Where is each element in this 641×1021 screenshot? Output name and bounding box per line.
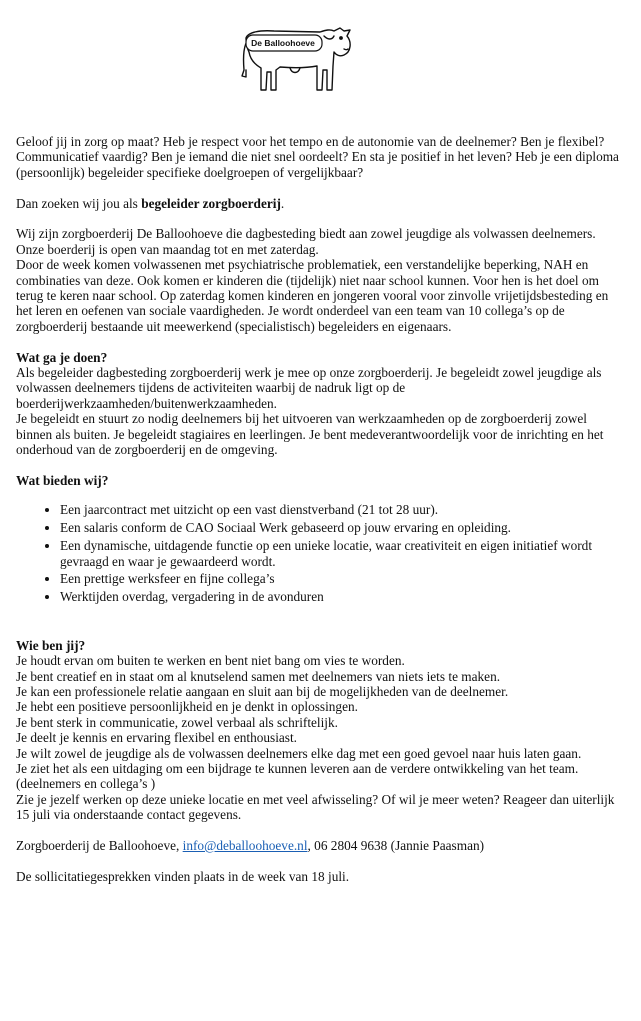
profile-line: Je houdt ervan om buiten te werken en bent niet bang om vies te worden. [16, 653, 405, 669]
email-link[interactable]: info@deballoohoeve.nl [182, 837, 308, 853]
search-suffix: . [280, 195, 285, 211]
about-paragraph-1: Wij zijn zorgboerderij De Balloohoeve die dagbesteding biedt aan zowel jeugdige als volwassen deelnemers. Onze boerderij is open van maandag tot en met zaterdag. [16, 226, 596, 257]
profile-line: Je deelt je kennis en ervaring flexibel en enthousiast. [16, 730, 297, 746]
tasks-paragraph-1: Als begeleider dagbesteding zorgboerderij werk je mee op onze zorgboerderij. Je begeleidt zowel jeugdige als volwassen deelnemers tijdens de activiteiten waarbij de nadruk ligt op de boerderijwerkzaamheden/buitenwerkzaamheden. [16, 365, 602, 411]
cow-icon [240, 22, 360, 98]
profile-heading: Wie ben jij? [16, 637, 86, 653]
profile-line: Je hebt een positieve persoonlijkheid en je denkt in oplossingen. [16, 699, 358, 715]
list-item: • Een salaris conform de CAO Sociaal Werk gebaseerd op jouw ervaring en opleiding. [60, 520, 624, 535]
offer-list [16, 502, 624, 604]
tasks-heading: Wat ga je doen? [16, 349, 108, 365]
profile-line: Je ziet het als een uitdaging om een bijdrage te kunnen leveren aan de verdere ontwikkeling van het team. (deelnemers en collega’s ) [16, 760, 579, 792]
profile-line: Je bent sterk in communicatie, zowel verbaal als schriftelijk. [16, 714, 338, 730]
logo-text: De Balloohoeve [251, 38, 315, 48]
list-item: • Een jaarcontract met uitzicht op een vast dienstverband (21 tot 28 uur). [60, 502, 624, 517]
contact-phone: , 06 2804 9638 (Jannie Paasman) [307, 837, 485, 853]
offer-heading: Wat bieden wij? [16, 472, 109, 488]
role-title: begeleider zorgboerderij [141, 195, 281, 211]
search-paragraph [16, 196, 624, 211]
list-item: • Werktijden overdag, vergadering in de avonduren [60, 589, 624, 604]
profile-line: Je kan een professionele relatie aangaan en sluit aan bij de mogelijkheden van de deelnemer. [16, 683, 509, 699]
about-paragraph-2: Door de week komen volwassenen met psychiatrische problematiek, een verstandelijke beperking, NAH en combinaties van deze. Ook komen er kinderen die (tijdelijk) niet naar school kunnen. Voor hen is het doel om terug te keren naar school. Op zaterdag komen kinderen en jongeren vooral voor zinvolle vrijetijdsbesteding en het leren en oefenen van sociale vaardigheden. Je wordt onderdeel van een team van 10 collega’s op de zorgboerderij bestaande uit meewerkend (specialistisch) begeleiders en eigenaars. [16, 257, 609, 334]
intro-paragraph: Geloof jij in zorg op maat? Heb je respect voor het tempo en de autonomie van de deelnemer? Ben je flexibel? Communicatief vaardig? Ben je iemand die niet snel oordeelt? En sta je positief in het leven? Heb je een diploma (persoonlijk) begeleider specifieke doelgroepen of vergelijkbaar? [16, 134, 619, 180]
contact-org: Zorgboerderij de Balloohoeve, [16, 837, 183, 853]
profile-line: Zie je jezelf werken op deze unieke locatie en met veel afwisseling? Of wil je meer weten? Reageer dan uiterlijk 15 juli via onderstaande contact gegevens. [16, 791, 615, 823]
list-item: • Een prettige werksfeer en fijne collega’s [60, 571, 624, 586]
balloohoeve-logo [240, 22, 360, 98]
search-prefix: Dan zoeken wij jou als [16, 195, 142, 211]
profile-line: Je bent creatief en in staat om al knutselend samen met deelnemers van niets iets te maken. [16, 668, 501, 684]
profile-line: Je wilt zowel de jeugdige als de volwassen deelnemers elke dag met een goed gevoel naar huis laten gaan. [16, 745, 582, 761]
tasks-paragraph-2: Je begeleidt en stuurt zo nodig deelnemers bij het uitvoeren van werkzaamheden op de zorgboerderij zowel binnen als buiten. Je begeleidt stagiaires en leerlingen. Je bent medeverantwoordelijk voor de inrichting en het onderhoud van de zorgboerderij en de omgeving. [16, 411, 604, 458]
closing-paragraph: De sollicitatiegesprekken vinden plaats in de week van 18 juli. [16, 868, 350, 884]
vacancy-text [16, 134, 624, 900]
contact-paragraph [16, 838, 624, 853]
list-item: • Een dynamische, uitdagende functie op een unieke locatie, waar creativiteit en eigen initiatief wordt gevraagd en waar je gewaardeerd wordt. [60, 538, 624, 569]
